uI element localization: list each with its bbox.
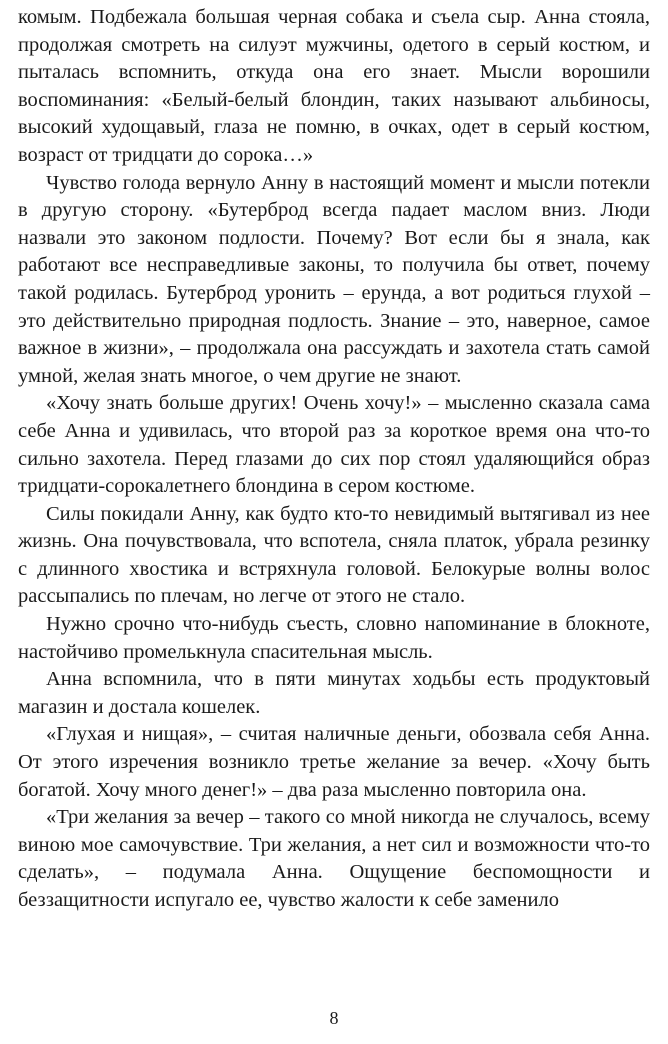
paragraph-5: Нужно срочно что-нибудь съесть, словно напоминание в блокноте, настойчиво промелькнула спасительная мысль. [18, 613, 650, 663]
paragraph-6: Анна вспомнила, что в пяти минутах ходьбы есть продуктовый магазин и достала кошелек. [18, 668, 650, 718]
page-number: 8 [329, 1008, 339, 1028]
paragraph-3: «Хочу знать больше других! Очень хочу!» – мысленно сказала сама себе Анна и удивилась, что второй раз за короткое время она что-то сильно захотела. Перед глазами до сих пор стоял удаляющийся образ тридцати-сорокалетнего блондина в сером костюме. [18, 392, 650, 498]
paragraph-8: «Три желания за вечер – такого со мной никогда не случалось, всему виною мое самочувствие. Три желания, а нет сил и возможности что-то сделать», – подумала Анна. Ощущение беспомощности и беззащитности испугало ее, чувство жалости к себе заменило [18, 806, 650, 911]
paragraph-7: «Глухая и нищая», – считая наличные деньги, обозвала себя Анна. От этого изречения возникло третье желание за вечер. «Хочу быть богатой. Хочу много денег!» – два раза мысленно повторила она. [18, 723, 650, 801]
paragraph-2: Чувство голода вернуло Анну в настоящий момент и мысли потекли в другую сторону. «Бутерброд всегда падает маслом вниз. Люди назвали это законом подлости. Почему? Вот если бы я знала, как работают все несправедливые законы, то получила бы ответ, почему такой родилась. Бутерброд уронить – ерунда, а вот родиться глухой – это действительно природная подлость. Знание – это, наверное, самое важное в жизни», – продолжала она рассуждать и захотела стать самой умной, желая знать многое, о чем другие не знают. [18, 171, 650, 387]
paragraph-1: комым. Подбежала большая черная собака и съела сыр. Анна стояла, продолжая смотреть на силуэт мужчины, одетого в серый костюм, и пыталась вспомнить, откуда она его знает. Мысли ворошили воспоминания: «Белый-белый блондин, таких называют альбиносы, высокий худощавый, глаза не помню, в очках, одет в серый костюм, возраст от тридцати до сорока…» [18, 6, 650, 166]
page-body [18, 4, 650, 915]
paragraph-4: Силы покидали Анну, как будто кто-то невидимый вытягивал из нее жизнь. Она почувствовала, что вспотела, сняла платок, убрала резинку с длинного хвостика и встряхнула головой. Белокурые волны волос рассыпались по плечам, но легче от этого не стало. [18, 502, 650, 608]
